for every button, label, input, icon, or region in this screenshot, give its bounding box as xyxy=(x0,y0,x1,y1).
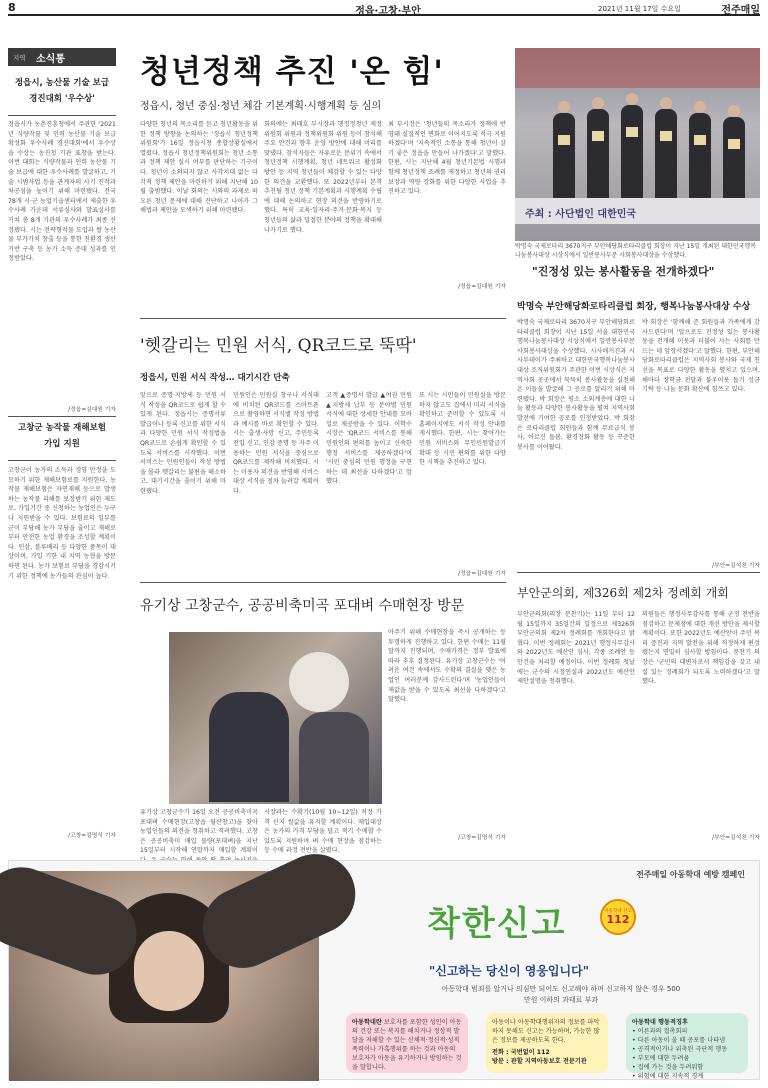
sidebar-tag: 지역 xyxy=(13,54,26,62)
article4-byline: /고창=김명식 기자 xyxy=(458,835,506,841)
ad-box3-item: • 어른과의 접촉회피 xyxy=(632,1028,688,1035)
divider xyxy=(8,416,116,417)
ad-box3-heading: 아동학대 행동적징후 xyxy=(632,1019,688,1026)
article5-headline: 부안군의회, 제326회 제2차 정례회 개회 xyxy=(517,586,729,600)
article1-col3: 최 부시장은 '청년들의 목소리가 정책에 반영돼 실질적인 변화로 이어지도록 적극 지원하겠다'며 '지속적인 소통을 통해 청년이 살기 좋은 정읍을 만들어 나가겠다'고 말했다. 한편, 시는 지난해 4월 청년기본법 시행과 함께 청년정책 조례를 제정하고 청년의 권리 보장과 역량 강화를 위한 다양한 사업을 추진하고 있다. xyxy=(388,121,506,196)
divider xyxy=(8,460,116,461)
page-header xyxy=(8,0,760,16)
sidebar-item1-body: 정읍시가 농촌진흥청에서 주관한 '2021년 식량작물 및 인력 농산물 기술 보급 확성화 우수사례 경진대회'에서 우수상을 수상는 농진청 기관 표창을 받는다. 이번 대회는 식량작물과 인력 농산물 기술 보급에 대한 우수사례를 발굴하고, 기술 시범사업 등을 관계자의 사기 진작과 차공섬을 높이기 위해 마련됐다. 전국 78개 시·군 농업기술센터에서 제출한 우수사례 가운데 서류심사와 발표심사를 거쳐 총 8개 기관의 우수사례가 최종 선정됐다. 시는 전략형작물 도입과 쌀 농산물 부가가치 창출 등을 통한 친환경 생산 기반 구축 등 농가 소득 증대 성과를 인정받았다. xyxy=(8,121,116,263)
article3-col4: 또 시는 시민들이 민원실을 방문하지 않고도 집에서 미리 서식을 확인하고 준비할 수 있도록 시 홈페이지에도 서식 작성 안내를 게시했다. 한편, 시는 찾아가는 민원 서비스와 무인민원발급기 확대 등 시민 편의를 위한 다양한 시책을 추진하고 있다. xyxy=(419,392,506,467)
sidebar-item1-byline: /정읍=김대원 기자 xyxy=(68,407,116,413)
page-number: 8 xyxy=(8,1,16,14)
sidebar-item1-title-line1: 정읍시, 농산물 기술 보급 xyxy=(14,78,110,88)
sidebar-item1-headline xyxy=(8,77,116,106)
ad-info-box-definition xyxy=(346,1013,468,1073)
article4-col3: 아주기 위해 수매현장을 즉시 공개하는 등 투명하게 진행하고 있다. 한편 수매는 11월 말까지 진행되며, 수매가격은 정부 발표에 따라 추후 결정된다. 유기상 고창군수는 '어려운 여건 속에서도 수확의 결실을 맺은 농업인 여러분께 감사드린다'며 '농업인들이 제값을 받을 수 있도록 최선을 다하겠다'고 말했다. xyxy=(388,629,506,704)
article5-col2: 의원들은 행정사무감사를 통해 군정 전반을 점검하고 문제점에 대한 개선 방안을 제시할 계획이다. 또한 2022년도 예산안이 주민 복리 증진과 지역 발전을 위해 적정하게 편성됐는지 면밀히 심사할 방침이다. 문찬기 의장은 '군민의 대변자로서 책임감을 갖고 내실 있는 정례회가 되도록 노력하겠다'고 말했다. xyxy=(642,611,760,686)
ad-box3-item: • 부모에 대한 두려움 xyxy=(632,1055,690,1062)
ad-title: 착한신고 xyxy=(427,904,567,944)
person-cap xyxy=(289,652,349,712)
article2-col1: 박명숙 국제로타리 3670지구 부안해당화로타리클럽 회장이 지난 15일 서울 대한민국행복나눔봉사대상 시상식에서 일반봉사부문 사회봉사대상을 수상했다. 시사매거진과 시사투데이가 주최하고 대한민국행복나눔봉사대상 조직위원회가 주관한 이번 시상식은 지역사회 곳곳에서 묵묵히 봉사활동을 실천해 온 이들을 발굴해 그 공로를 알리기 위해 마련됐다. 박 회장은 평소 소외계층에 대한 나눔 활동과 다양한 봉사활동을 펼쳐 지역사회 발전에 기여한 공로를 인정받았다. 박 회장은 로타리클럽 회원들과 함께 무료급식 봉사, 어르신 돌봄, 환경정화 활동 등 꾸준한 봉사를 이어왔다. xyxy=(517,319,635,451)
ad-badge-number: 112 xyxy=(606,913,630,926)
ad-info-box-report xyxy=(486,1013,608,1073)
sidebar-item2-byline: /고창=김명식 기자 xyxy=(68,833,116,839)
article4-col2: 시장과는 수확기(10월 10~12일) 적정 가격 산지 쌀값을 유지할 계획이다. 매입대상은 농가의 가격 부담을 덜고 적기 수매할 수 있도록 지원하며 벼 수매 현장을 점검하는 등 수매 과정 전반을 살폈다. xyxy=(264,809,382,855)
article3-byline: /정읍=김대원 기자 xyxy=(458,571,506,577)
person-figure xyxy=(209,692,289,802)
rice-purchase-site-photo xyxy=(169,632,382,804)
article1-byline: /정읍=김대원 기자 xyxy=(458,284,506,290)
article5-byline: /부안=김석천 기자 xyxy=(712,835,760,841)
sidebar-item2-title-line1: 고창군 농작물 재해보험 xyxy=(17,423,107,433)
photo-banner xyxy=(515,48,760,88)
sidebar-item2-body: 고창군이 농가의 소득과 경영 안정을 도모하기 위한 재해보험료를 지원한다. 농작물 재해보험은 자연재해 등으로 발생하는 농작물 피해를 보장받기 위한 제도로, 가입기간 중 신청하는 농업인은 누구나 지원받을 수 있다. 보험료의 일부를 군이 부담해 농가 부담을 줄이고 재해로부터 안전한 농업 환경을 조성할 계획이다. 인삼, 블루베리 등 다양한 품목이 대상이며, 가입 기한 내 지역 농협을 방문하면 된다. 농가 보험료 부담을 경감시키기 위한 정책에 농가들의 관심이 높다. xyxy=(8,467,116,580)
main-headline: 청년정책 추진 '온 힘' xyxy=(140,54,444,90)
child-abuse-campaign-ad xyxy=(8,860,760,1080)
article3-subheadline: 정읍시, 민원 서식 작성… 대기시간 단축 xyxy=(140,373,290,383)
issue-date: 2021년 11월 17일 수요일 xyxy=(598,5,681,13)
sidebar-news-column xyxy=(8,48,116,856)
article2-quote-headline: "진정성 있는 봉사활동을 전개하겠다" xyxy=(532,265,715,278)
article3-col1: 앞으로 증명·지방세 등 민원 서식 작성을 QR코드로 쉽게 할 수 있게 된다. 정읍시는 증명서류 발급이나 등록 신고를 위한 서식과 다양한 민원 서식 작성법을 QR코드로 손쉽게 확인할 수 있도록 서비스를 시작했다. 이번 서비스는 민원인들이 작성 방법을 몰라 헷갈리는 불편을 해소하고, 대기시간을 줄이기 위해 마련됐다. xyxy=(140,392,226,495)
article3-col3: 고객 ▲증명서 발급 ▲여권 민원 ▲지방세 납부 등 분야별 민원 서식에 대한 상세한 안내를 모바일로 제공받을 수 있다. 이학수 시장은 'QR코드 서비스를 통해 민원인의 편의를 높이고 신속한 행정 서비스를 제공하겠다'며 '시민 중심의 민원 행정을 구현하는 데 최선을 다하겠다'고 말했다. xyxy=(326,392,412,486)
ad-box2-body: 아동이나 아동학대행위자의 정보를 파악하지 못해도 신고는 가능하며, 가능한 많은 정보를 제공하도록 한다. xyxy=(492,1019,600,1044)
ad-campaign-label: 전주매일 아동학대 예방 캠페인 xyxy=(636,870,745,879)
publisher-name: 전주매일 xyxy=(721,5,760,16)
ad-photo-face xyxy=(134,931,204,1011)
person-figure xyxy=(299,712,369,804)
ad-box3-item: • 위험에 대한 지속적 경계 xyxy=(632,1073,704,1080)
sidebar-item1-title-line2: 경진대회 '우수상' xyxy=(29,94,95,104)
ad-info-box-signs xyxy=(626,1013,748,1080)
divider xyxy=(140,582,506,583)
podium-text: 주최 : 사단법인 대한민국 xyxy=(525,209,637,220)
photo1-caption: 박명숙 국제로타리 3670지구 부안해당화로타리클럽 회장이 지난 15일 개최된 대한민국행복나눔봉사대상 시상식에서 일반봉사부문 사회봉사대상을 수상했다. xyxy=(515,243,757,259)
ad-box2-visit: 방문 : 관할 지역아동보호 전문기관 xyxy=(492,1058,587,1065)
article2-col2: 박 회장은 '함께해 준 회원들과 가족에게 감사드린다'며 '앞으로도 진정성 있는 봉사활동을 전개해 이웃과 더불어 사는 사회를 만드는 데 앞장서겠다'고 말했다. 한편, 부안해당화로타리클럽은 지역사회 봉사와 국제 친선을 목표로 다양한 활동을 펼치고 있으며, 해마다 장학금 전달과 불우이웃 돕기 성금 기탁 등 나눔 문화 확산에 힘쓰고 있다. xyxy=(642,319,760,394)
person-figure xyxy=(621,105,643,213)
article2-headline: 박명숙 부안해당화로타리클럽 회장, 행복나눔봉사대상 수상 xyxy=(517,302,751,312)
ad-box3-item: • 집에 가는 것을 두려워함 xyxy=(632,1064,704,1071)
ad-box1-body: 보호자를 포함한 성인이 아동의 건강 또는 복지를 해치거나 정상적 발달을 저해할 수 있는 신체적·정신적·성적 폭력이나 가혹행위를 하는 것과 아동의 보호자가 아동을 유기하거나 방임하는 것을 말합니다. xyxy=(352,1019,462,1071)
gutter xyxy=(140,628,164,804)
ad-slogan: "신고하는 당신이 영웅입니다" xyxy=(429,964,589,978)
divider xyxy=(8,115,116,116)
ad-badge-label: 아동학대 신고 xyxy=(604,909,632,914)
article3-col2: 민원인은 민원실 창구나 서식대에 비치된 QR코드를 스마트폰으로 촬영하면 서식별 작성 방법과 예시를 바로 확인할 수 있다. 시는 출생·사망 신고, 주민등록 전입 신고, 인감 증명 등 자주 이용하는 민원 서식을 중심으로 QR코드를 제작해 비치했다. 시는 이용자 의견을 반영해 서비스 대상 서식을 점차 늘려갈 계획이다. xyxy=(233,392,319,495)
sidebar-title: 소식통 xyxy=(36,54,65,65)
main-subheadline: 정읍시, 청년 중심·청년 체감 기본계획·시행계획 등 심의 xyxy=(140,101,382,112)
section-title: 정읍·고창·부안 xyxy=(355,6,421,17)
ad-box3-item: • 공격적이거나 위축된 극단적 행동 xyxy=(632,1046,728,1053)
ad-crying-child-photo xyxy=(9,871,319,1081)
sidebar-item2-headline xyxy=(8,422,116,451)
sidebar-item2-title-line2: 가입 지원 xyxy=(44,439,80,449)
article4-col1: 유기상 고창군수가 16일 오전 공공비축미곡 포대벼 수매현장(고창읍 월산창고)을 찾아 농업인들의 의견을 청취하고 격려했다. 고창은 공공비축미 매입 물량(포대벼)을 지난 15일부터 시작해 연말까지 매입할 계획이 xyxy=(140,809,258,855)
photo-podium xyxy=(515,198,760,224)
article2-byline: /부안=김석천 기자 xyxy=(712,563,760,569)
article1-col2: 회의에는 최태호 부시장과 행정정청년 제정위원회 위원과 정책위원회 위원 등이 참석해 주요 안건과 향후 운영 방안에 대해 머리를 맞댔다. 참석자들은 자유로운 분위기 속에서 청년정책 시행계획, 청년 네트워크 활성화 방안 등 지역 청년들이 체감할 수 있는 다양한 의견을 교환했다. 또 2022년부터 본격 추진될 청년 정책 기본계획과 시행계획 수립에 대해 논의하고 현장 의견을 반영하기로 했다. 특히 교육·일자리·주거·문화·복지 등 청년들의 삶과 밀접한 분야의 정책을 확대해 나가기로 했다. xyxy=(264,121,382,234)
ad-box2-phone: 전화 : 국번없이 112 xyxy=(492,1049,550,1056)
award-ceremony-photo xyxy=(515,48,760,241)
ad-description: 아동학대 범죄를 알거나 의심만 되어도 신고해야 하며 신고하지 않은 경우 500만원 이하의 과태료 부과 xyxy=(441,985,681,1004)
sidebar-banner xyxy=(8,48,116,66)
divider xyxy=(517,572,760,573)
ad-112-badge xyxy=(600,899,636,935)
article4-headline: 유기상 고창군수, 공공비축미곡 포대벼 수매현장 방문 xyxy=(140,598,465,614)
article1-col1: 다양한 청년의 목소리를 듣고 청년활동을 위한 정책 방향을 논의하는 '정읍시 청년정책위원회'가 16일 정읍시청 종합상황실에서 열렸다. 정읍시 청년정책위원회는 청년 소통과 정책 제안 실시 여부를 판단하는 기구이다. 청년이 소외되지 않고 사각지대 없는 다각적 정책 제안을 마련하기 위해 지난해 10월 출범했다. 이날 회의는 시와의 과제로 떠오른 청년 문제에 대해 진단하고 나아가 그 해법과 제안을 모색하기 위해 마련됐다. xyxy=(140,121,258,215)
ad-box3-item: • 다른 아동이 울 때 공포를 나타냄 xyxy=(632,1037,726,1044)
ad-box1-heading: 아동학대란 xyxy=(352,1019,382,1026)
divider xyxy=(140,318,506,319)
article3-headline: '헷갈리는 민원 서식, QR코드로 뚝딱' xyxy=(140,336,417,356)
article5-col1: 부안군의회(의장 문찬기)는 11일 부터 12월 15일까지 35일간의 일정으로 제326회 부안군의회 제2차 정례회를 개회한다고 밝혔다. 이번 정례회는 2021년 행정사무감사와 2022년도 예산안 심사, 각종 조례안 등 안건을 처리할 예정이다. 이번 정례회 첫날에는 군수의 시정연설과 2022년도 예산안 제안설명을 청취했다. xyxy=(517,611,635,686)
